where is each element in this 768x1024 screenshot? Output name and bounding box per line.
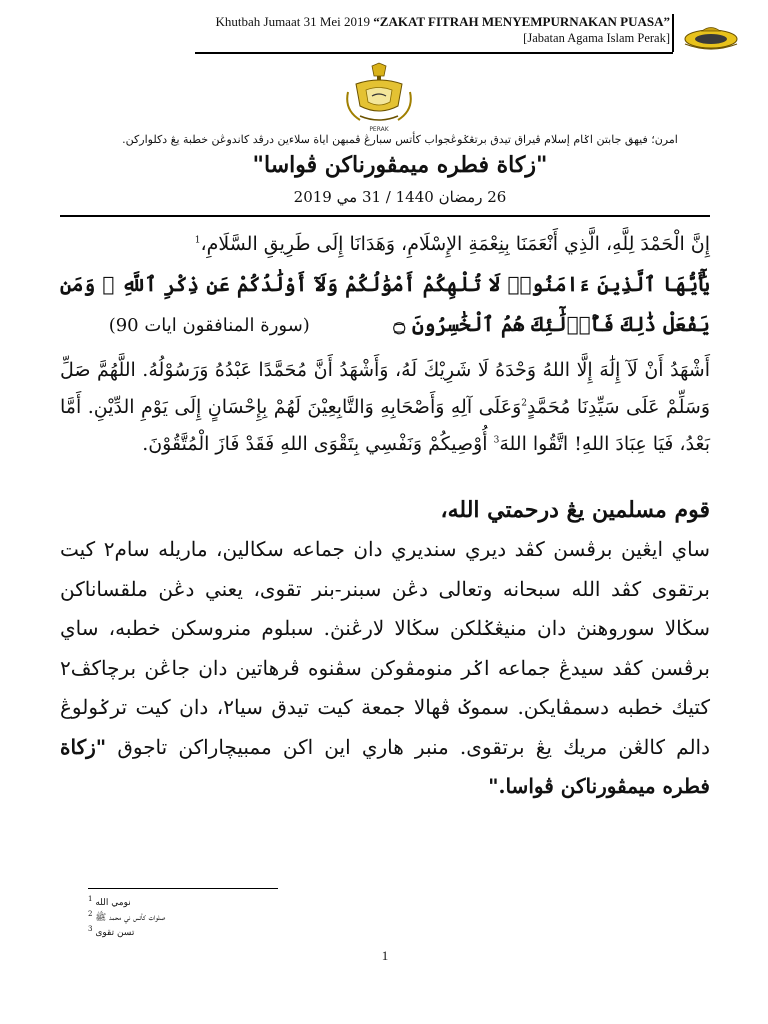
- verse-part-b: وَمَن يَفْعَلْ ذَٰلِكَ فَأُو۟لَٰٓئِكَ هُمُ ٱلْخَٰسِرُونَ ۝: [60, 272, 710, 336]
- page-number: 1: [381, 948, 389, 963]
- sermon-title: "زكاة فطره ميمڤورناكن ڤواسا": [252, 152, 548, 178]
- sermon-body: [60, 530, 710, 807]
- footnote-ref-1: 1: [194, 235, 201, 246]
- header-divider-horizontal: [195, 52, 673, 54]
- footnote-number: 1: [88, 895, 93, 903]
- footnotes: [88, 896, 338, 941]
- footnote-text: صلوات كأتس ني محمد ﷺ: [95, 913, 166, 923]
- quran-verse: [60, 264, 710, 346]
- footnote-text: تسن تقوى: [95, 928, 135, 938]
- footnote-separator: [88, 888, 278, 889]
- header-prefix: Khutbah Jumaat 31 Mei 2019: [215, 14, 374, 29]
- verse-part-a: يَٰٓأَيُّهَا ٱلَّذِينَ ءَامَنُوا۟ لَا تُلْهِكُمْ أَمْوَٰلُكُمْ وَلَآ أَوْلَٰدُكُمْ عَن ذِكْرِ ٱللَّهِ ۚ: [102, 272, 710, 296]
- sermon-date: 26 رمضان 1440 / 31 مي 2019: [293, 188, 507, 206]
- disclaimer-text: امرن؛ فيهق جابتن اݢام إسلام ڤيراق تيدق برتڠݢوڠجواب كأتس سبارڠ ڤمبهن اياة سلاءين درڤد كاندوڠن خطبة يڠ دكلواركن.: [122, 133, 678, 146]
- footnote-1: [88, 896, 338, 911]
- verse-reference: (سورة المنافقون ايات 90): [108, 315, 310, 336]
- header-department: [Jabatan Agama Islam Perak]: [523, 31, 670, 45]
- sermon-body-text: ساي ايڠين برڤسن كڤد ديري سنديري دان جماعه سكالين، ماريله سام٢ كيت برتقوى كڤد الله سبحانه وتعالى دڠن سبنر-بنر تقوى، يعني دڠن ملقساناكن سڬالا سوروهنڽ دان منيڠݢلكن سڬالا لارڠنڽ. سبلوم منروسكن خطبه، ساي برڤسن كڤد سيدڠ جماعه اݢر منومڤوكن سڤنوه ڤرهاتين دان جاڠن برچاكڤ٢ كتيك خطبه دسمڤايكن. سموݢ ڤهالا جمعة كيت تيدق سيا٢، دان كيت ترݢولوڠ دالم كالڠن مريك يڠ برتقوى. منبر هاري اين اكن ممبيچاراكن تاجوق: [60, 537, 711, 759]
- opening-praise-text: إِنَّ الْحَمْدَ لِلَّهِ، الَّذِي أَنْعَمَنَا بِنِعْمَةِ الإِسْلَامِ، وَهَدَانَا إِلَى طَرِيقِ السَّلَامِ،: [200, 233, 710, 255]
- running-header: [150, 14, 670, 46]
- sermon-body-title: "زكاة فطره ميمڤورناكن ڤواسا.": [60, 734, 710, 798]
- shahada-paragraph: [60, 352, 710, 463]
- footnote-ref-3: 3: [493, 435, 500, 446]
- footnote-text: نومي الله: [95, 898, 131, 908]
- header-title-line: [150, 14, 670, 30]
- shahada-text-b: وَعَلَى آلِهِ وَأَصْحَابِهِ وَالتَّابِعِيْنَ لَهُمْ بِإِحْسَانٍ إِلَى يَوْمِ الدِّيْنِ. أَمَّا بَعْدُ، فَيَا عِبَادَ اللهِ! اتَّقُوا اللهَ: [60, 396, 710, 455]
- perak-crest-icon: [342, 62, 416, 134]
- title-divider: [60, 215, 710, 217]
- congregation-address: قوم مسلمين يڠ درحمتي الله،: [440, 497, 710, 523]
- footnote-ref-2: 2: [521, 398, 527, 409]
- footnote-number: 2: [88, 910, 93, 918]
- opening-praise: [60, 226, 710, 262]
- header-sermon-title: “ZAKAT FITRAH MENYEMPURNAKAN PUASA”: [373, 14, 670, 29]
- shahada-text-a: أَشْهَدُ أَنْ لَآ إِلَٰهَ إِلَّا اللهُ وَحْدَهُ لَا شَرِيْكَ لَهُ، وَأَشْهَدُ أَنَّ مُحَمَّدًا عَبْدُهُ وَرَسُوْلُهُ. اللَّهُمَّ صَلِّ وَسَلِّمْ عَلَى سَيِّدِنَا مُحَمَّدٍ: [60, 359, 711, 418]
- jaip-emblem-icon: [680, 22, 742, 52]
- crest-caption: PERAK: [369, 126, 389, 133]
- shahada-text-c: أُوْصِيكُمْ وَنَفْسِي بِتَقْوَى اللهِ فَقَدْ فَازَ الْمُتَّقُوْنَ.: [142, 433, 488, 455]
- footnote-3: [88, 926, 338, 941]
- header-divider-vertical: [672, 14, 674, 52]
- footnote-2: [88, 911, 338, 926]
- footnote-number: 3: [88, 925, 93, 933]
